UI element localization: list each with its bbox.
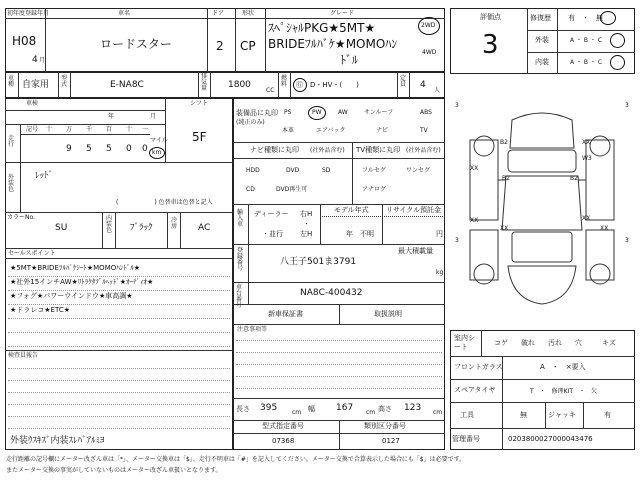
odometer-digit: 0	[126, 144, 132, 154]
capacity-value: 4	[420, 80, 426, 90]
damage-mark: XX	[582, 139, 591, 146]
mile-label: マイル	[150, 137, 168, 144]
exterior-grade-options: A ・ B ・ C	[570, 37, 603, 44]
repair-circle	[600, 11, 616, 25]
interior-grade-circle	[610, 55, 625, 70]
seat-option: コゲ	[494, 339, 508, 347]
ac-label: 冷房	[171, 217, 178, 230]
navi-label: ナビ種類に丸印	[250, 146, 299, 154]
sales-point-line: ★フォグ★パワーウインドウ★車高調★	[10, 292, 133, 300]
tools-value: 無	[520, 411, 527, 419]
doors-label: ドア	[212, 10, 224, 17]
shift-value: 5F	[192, 130, 207, 144]
grade-label: グレード	[330, 10, 355, 17]
digit-header: 千	[86, 126, 93, 133]
height-label: 高さ	[378, 405, 392, 413]
reg-month: 4	[32, 55, 38, 65]
mgmt-number: 0203800027000043476	[508, 435, 593, 443]
score-value: 3	[482, 30, 499, 60]
manual-label: 取扱説明	[374, 310, 402, 318]
equipment-item: ナビ	[376, 127, 389, 134]
equipment-label: 装備品に丸印	[236, 109, 278, 117]
height-unit: cm	[433, 409, 443, 416]
tv-label: TV種類に丸印	[356, 146, 401, 154]
grade-line3: ﾄﾞﾙ	[340, 53, 359, 67]
inspector-bottom-note: 外装ｳｽｷｽﾞ内装ｽﾚﾊﾞｱﾙﾐﾖ	[10, 436, 105, 446]
digit-header: 十	[126, 126, 133, 133]
sales-point-label: セールスポイント	[8, 250, 56, 257]
vehicle-label: 車種	[8, 75, 15, 88]
navi-note: (社外品含む)	[310, 147, 345, 154]
equipment-item: サンルーフ	[364, 109, 394, 116]
month-unit: 月	[39, 57, 46, 64]
import-left: 左H	[300, 230, 313, 238]
displacement-value: 1800	[228, 80, 251, 90]
odometer-digit: 9	[66, 144, 72, 154]
navi-item: SD	[322, 167, 331, 174]
vehicle-use: 自家用	[22, 80, 50, 90]
navi-item: DVD再生可	[276, 186, 308, 193]
damage-mark: B2	[502, 175, 510, 182]
seat-option: 汚れ	[548, 339, 562, 347]
navi-item: HDD	[246, 167, 260, 174]
damage-mark: XX	[470, 217, 479, 224]
spare-label: スペアタイヤ	[454, 386, 496, 394]
km-label: km	[152, 149, 162, 156]
width-value: 167	[336, 403, 354, 413]
displacement-label: 排気量	[201, 73, 208, 92]
tv-item: アナログ	[362, 186, 387, 193]
seat-option: 穴	[575, 339, 582, 347]
int-color-label: 内装色	[106, 215, 113, 234]
plate-number: 八王子501ま3791	[280, 257, 357, 267]
drive-4wd: 4WD	[422, 49, 437, 56]
class-label: 類別区分番号	[364, 422, 406, 430]
inspection-month-unit: 月	[150, 113, 157, 120]
chassis-number: NA8C-400432	[300, 288, 363, 298]
damage-mark: B2	[500, 139, 508, 146]
odometer-digit: 5	[86, 144, 92, 154]
sales-point-line: ★5MT★BRIDEﾌﾙﾊﾞｹｼｰﾄ★MOMOﾊﾝﾄﾞﾙ★	[10, 264, 141, 272]
shape-value: CP	[240, 39, 256, 53]
tv-item: フルセグ	[362, 167, 386, 174]
ac-value: AC	[198, 223, 211, 233]
left-block	[5, 98, 233, 450]
type-label: 型式	[61, 75, 68, 88]
digit-header: 万	[66, 126, 73, 133]
distance-label: 走行	[8, 135, 15, 148]
repair-label: 修復歴	[530, 14, 551, 22]
exterior-color-note: ( ) 色替車は色替と記入	[116, 199, 213, 206]
color-num-value: SU	[55, 223, 68, 233]
odometer-digit: 5	[106, 144, 112, 154]
chassis-label: 車台番号	[236, 284, 243, 309]
footer-note-2: またメーター交換の事実がしていないものはメーター改ざん車扱いとなります。	[6, 467, 222, 474]
digit-header: 一	[142, 126, 149, 133]
glass-label: フロントガラス	[454, 363, 503, 371]
recycle-label: リサイクル預託金	[386, 206, 442, 214]
fuel-label: 燃料	[281, 75, 288, 88]
max-load-label: 最大積載量	[398, 247, 433, 255]
type-cert-value: 07368	[272, 437, 295, 445]
tv-note: (社外品含む)	[406, 147, 441, 154]
fuel-circle	[293, 78, 307, 92]
length-value: 395	[260, 403, 278, 413]
equipment-item: TV	[420, 127, 428, 134]
doors-value: 2	[216, 39, 224, 53]
navi-item: CD	[246, 186, 255, 193]
capacity-label: 定員	[400, 75, 407, 88]
equipment-item: PW	[312, 109, 322, 116]
interior-grade-options: A ・ B ・ C	[570, 59, 603, 66]
fuel-options: Ⓖ・D・HV・( )	[296, 81, 359, 89]
int-color-value: ﾌﾞﾗｯｸ	[130, 223, 153, 233]
kg-unit: kg	[436, 269, 444, 276]
grade-line2: BRIDEﾌﾙﾊﾞｹ★MOMOﾊﾝ	[268, 37, 398, 51]
navi-item: DVD	[286, 167, 300, 174]
model-code: E-NA8C	[110, 80, 144, 90]
reg-year-label: 初年度登録年月	[7, 10, 50, 17]
model-name: ロードスター	[100, 37, 172, 51]
exterior-grade-circle	[610, 33, 625, 48]
height-value: 123	[404, 403, 422, 413]
exterior-color-label: 外装色	[8, 174, 15, 193]
inspection-year-unit: 年	[108, 113, 115, 120]
length-unit: cm	[292, 409, 302, 416]
jack-label: ジャッキ	[548, 411, 576, 419]
inspection-label: 車検	[26, 100, 39, 107]
damage-mark: XX	[470, 165, 479, 172]
reg-era: H08	[12, 34, 37, 48]
import-label: 輸入車	[237, 209, 244, 228]
jack-value: 有	[604, 411, 611, 419]
spec-row	[5, 72, 445, 98]
exterior-grade-label: 外装	[535, 36, 549, 44]
import-dealer: ディーラー	[254, 210, 289, 218]
person-unit: 人	[434, 87, 441, 94]
equipment-item: 本革	[282, 127, 295, 134]
damage-mark: B2	[570, 175, 578, 182]
equipment-item: AW	[338, 109, 348, 116]
sales-point-line: ★ドラレコ★ETC★	[10, 306, 71, 314]
tools-label: 工具	[460, 411, 474, 419]
footer-note-1: 走行距離の記号欄にメーター改ざん車は「*」、メーター交換車は「$」、走行不明車は「#」を記入してください。メーター交換で合算表示した場合にも「$」は必要です。	[6, 456, 466, 463]
type-cert-label: 型式指定番号	[262, 422, 304, 430]
warranty-label: 新車保証書	[268, 310, 303, 318]
digit-header: 十	[46, 126, 53, 133]
drive-2wd: 2WD	[421, 22, 436, 29]
damage-mark: W3	[582, 155, 592, 162]
class-value: 0127	[382, 437, 400, 445]
seat-option: 破れ	[521, 339, 535, 347]
spare-options: T ・ 修理KIT ・ 欠	[530, 388, 598, 395]
model-year-label: モデル年式	[334, 206, 369, 214]
model-year-value: 年 不明	[346, 230, 374, 238]
damage-mark: XX	[500, 225, 509, 232]
score-label: 評価点	[480, 13, 501, 21]
glass-options: A ・ ×要入	[540, 363, 586, 371]
digit-header: 百	[106, 126, 113, 133]
equipment-sub-label: (純正のみ)	[236, 119, 265, 126]
width-unit: cm	[366, 409, 376, 416]
grade-line1: ｽﾍﾟｼｬﾙPKG★5MT★	[268, 21, 376, 35]
exterior-color-value: ﾚｯﾄﾞ	[35, 171, 54, 181]
equipment-item: PS	[284, 109, 292, 116]
damage-mark: XX	[600, 225, 609, 232]
import-dot: ・	[303, 220, 310, 228]
digit-header: 記号	[26, 126, 39, 133]
inspector-label: 検査員報告	[8, 352, 39, 359]
import-right: 右H	[300, 210, 313, 218]
recycle-unit: 円	[436, 230, 443, 238]
width-label: 幅	[308, 405, 315, 413]
odometer-digit: 0	[142, 144, 148, 154]
car-damage-diagram	[450, 100, 635, 320]
length-label: 長さ	[236, 405, 250, 413]
shape-label: 形状	[242, 10, 255, 17]
caution-label: 注意事項等	[237, 326, 268, 333]
registration-label: 登録番号	[237, 247, 244, 272]
mgmt-label: 管理番号	[452, 435, 480, 443]
equipment-item: エアバック	[316, 127, 346, 134]
damage-mark: XX	[582, 215, 591, 222]
import-parallel: ・並行	[262, 230, 283, 238]
seat-option: キズ	[602, 339, 616, 347]
model-name-label: 車名	[118, 10, 131, 17]
color-num-label: カラーNo.	[7, 214, 35, 221]
sales-point-line: ★社外15インチAW★ﾘﾄﾗｸﾀﾌﾞﾙﾍｯﾄﾞ★ｵｰﾃﾞｨｵ★	[10, 278, 154, 286]
tv-item: ワンセグ	[406, 167, 431, 174]
equipment-item: ABS	[420, 109, 432, 116]
cc-unit: CC	[266, 87, 275, 94]
seat-label: 室内シート	[454, 334, 475, 352]
shift-label: シフト	[190, 100, 209, 107]
interior-grade-label: 内装	[535, 58, 549, 66]
repair-options: 有 ・ 無	[568, 14, 603, 22]
pw-circle	[308, 106, 326, 120]
